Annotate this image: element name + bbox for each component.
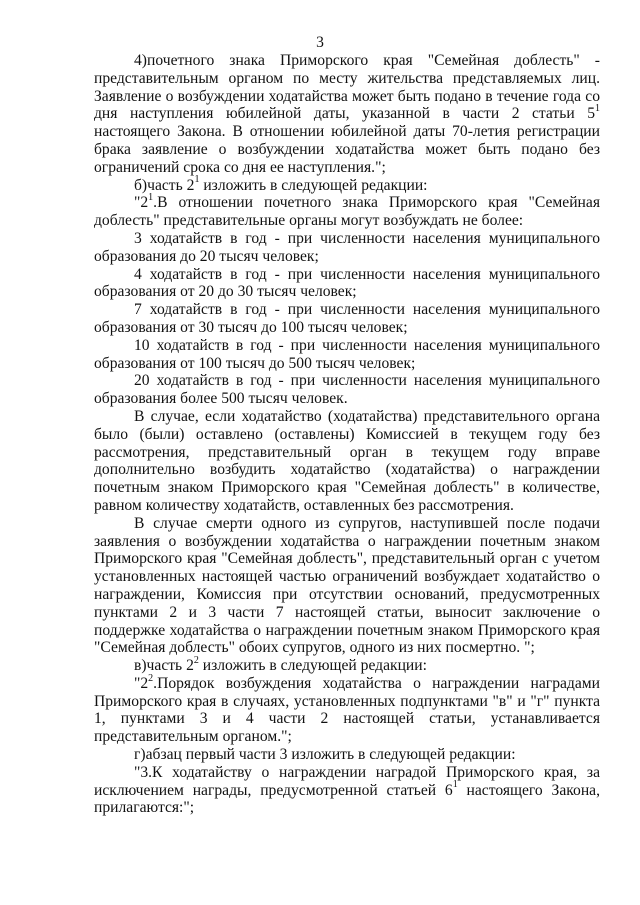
paragraph [94, 746, 600, 764]
paragraph [94, 672, 600, 746]
superscript: 2 [193, 654, 199, 666]
superscript: 1 [194, 174, 200, 186]
paragraph [94, 408, 600, 515]
text-run: "3.К ходатайству о награждении наградой Приморского края, за исключением награды, предусмотренной статьей 6 [94, 763, 600, 799]
paragraph [94, 654, 600, 675]
text-run: "2 [134, 674, 149, 692]
paragraph [94, 301, 600, 337]
document-body [94, 52, 600, 817]
text-run: 4)почетного знака Приморского края "Семейная доблесть" - представительным органом по месту жительства представляемых лиц. Заявление о возбуждении ходатайства может быть подано в течение года со дня наступления юбилейной даты, указанной в части 2 статьи 5 [94, 52, 600, 123]
text-run: изложить в следующей редакции: [199, 176, 428, 194]
text-run: настоящего Закона, прилагаются:"; [94, 781, 600, 817]
text-run: 3 ходатайств в год - при численности населения муниципального образования до 20 тысяч человек; [94, 229, 600, 265]
text-run: б)часть 2 [134, 176, 195, 194]
paragraph [94, 266, 600, 302]
text-run: .В отношении почетного знака Приморского края "Семейная доблесть" представительные органы могут возбуждать не более: [94, 194, 600, 230]
text-run: 10 ходатайств в год - при численности населения муниципального образования от 100 тысяч до 500 тысяч человек; [94, 336, 600, 372]
paragraph [94, 52, 600, 177]
paragraph [94, 230, 600, 266]
superscript: 2 [148, 672, 154, 684]
text-run: "2 [134, 194, 149, 212]
text-run: 4 ходатайств в год - при численности населения муниципального образования от 20 до 30 тысяч человек; [94, 265, 600, 301]
text-run: настоящего Закона. В отношении юбилейной даты 70-летия регистрации брака заявление о возбуждении ходатайства может быть подано без ограничений срока со дня ее наступления."; [94, 123, 600, 176]
text-run: 20 ходатайств в год - при численности населения муниципального образования более 500 тысяч человек. [94, 372, 600, 408]
text-run: В случае смерти одного из супругов, наступившей после подачи заявления о возбуждении ходатайства о награждении почетным знаком Приморского края "Семейная доблесть", представительный орган с учетом установленных настоящей частью ограничений возбуждает ходатайство о награждении, Комиссия при отсутствии оснований, предусмотренных пунктами 2 и 3 части 7 настоящей статьи, выносит заключение о поддержке ходатайства о награждении почетным знаком Приморского края "Семейная доблесть" обоих супругов, одного из них посмертно. "; [94, 514, 600, 657]
paragraph [94, 764, 600, 817]
text-run: .Порядок возбуждения ходатайства о награждении наградами Приморского края в случаях, установленных подпунктами "в" и "г" пункта 1, пунктами 3 и 4 части 2 настоящей статьи, устанавливается представительным органом."; [94, 674, 600, 746]
paragraph [94, 337, 600, 373]
page-number: 3 [316, 34, 324, 51]
text-run: г)абзац первый части 3 изложить в следующей редакции: [134, 746, 516, 764]
text-run: изложить в следующей редакции: [198, 657, 427, 675]
paragraph [94, 372, 600, 408]
superscript: 1 [148, 192, 154, 204]
paragraph [94, 515, 600, 657]
paragraph [94, 174, 600, 195]
text-run: 7 ходатайств в год - при численности населения муниципального образования от 30 тысяч до 100 тысяч человек; [94, 301, 600, 336]
paragraph [94, 194, 600, 230]
text-run: В случае, если ходатайство (ходатайства) представительного органа было (были) оставлено (оставлены) Комиссией в текущем году без рассмотрения, представительный орган в текущем году вправе дополнительно возбудить ходатайство (ходатайства) о награждении почетным знаком Приморского края "Семейная доблесть" в количестве, равном количеству ходатайств, оставленных без рассмотрения. [94, 407, 600, 514]
superscript: 1 [595, 103, 600, 115]
text-run: в)часть 2 [134, 657, 194, 675]
superscript: 1 [452, 779, 458, 791]
